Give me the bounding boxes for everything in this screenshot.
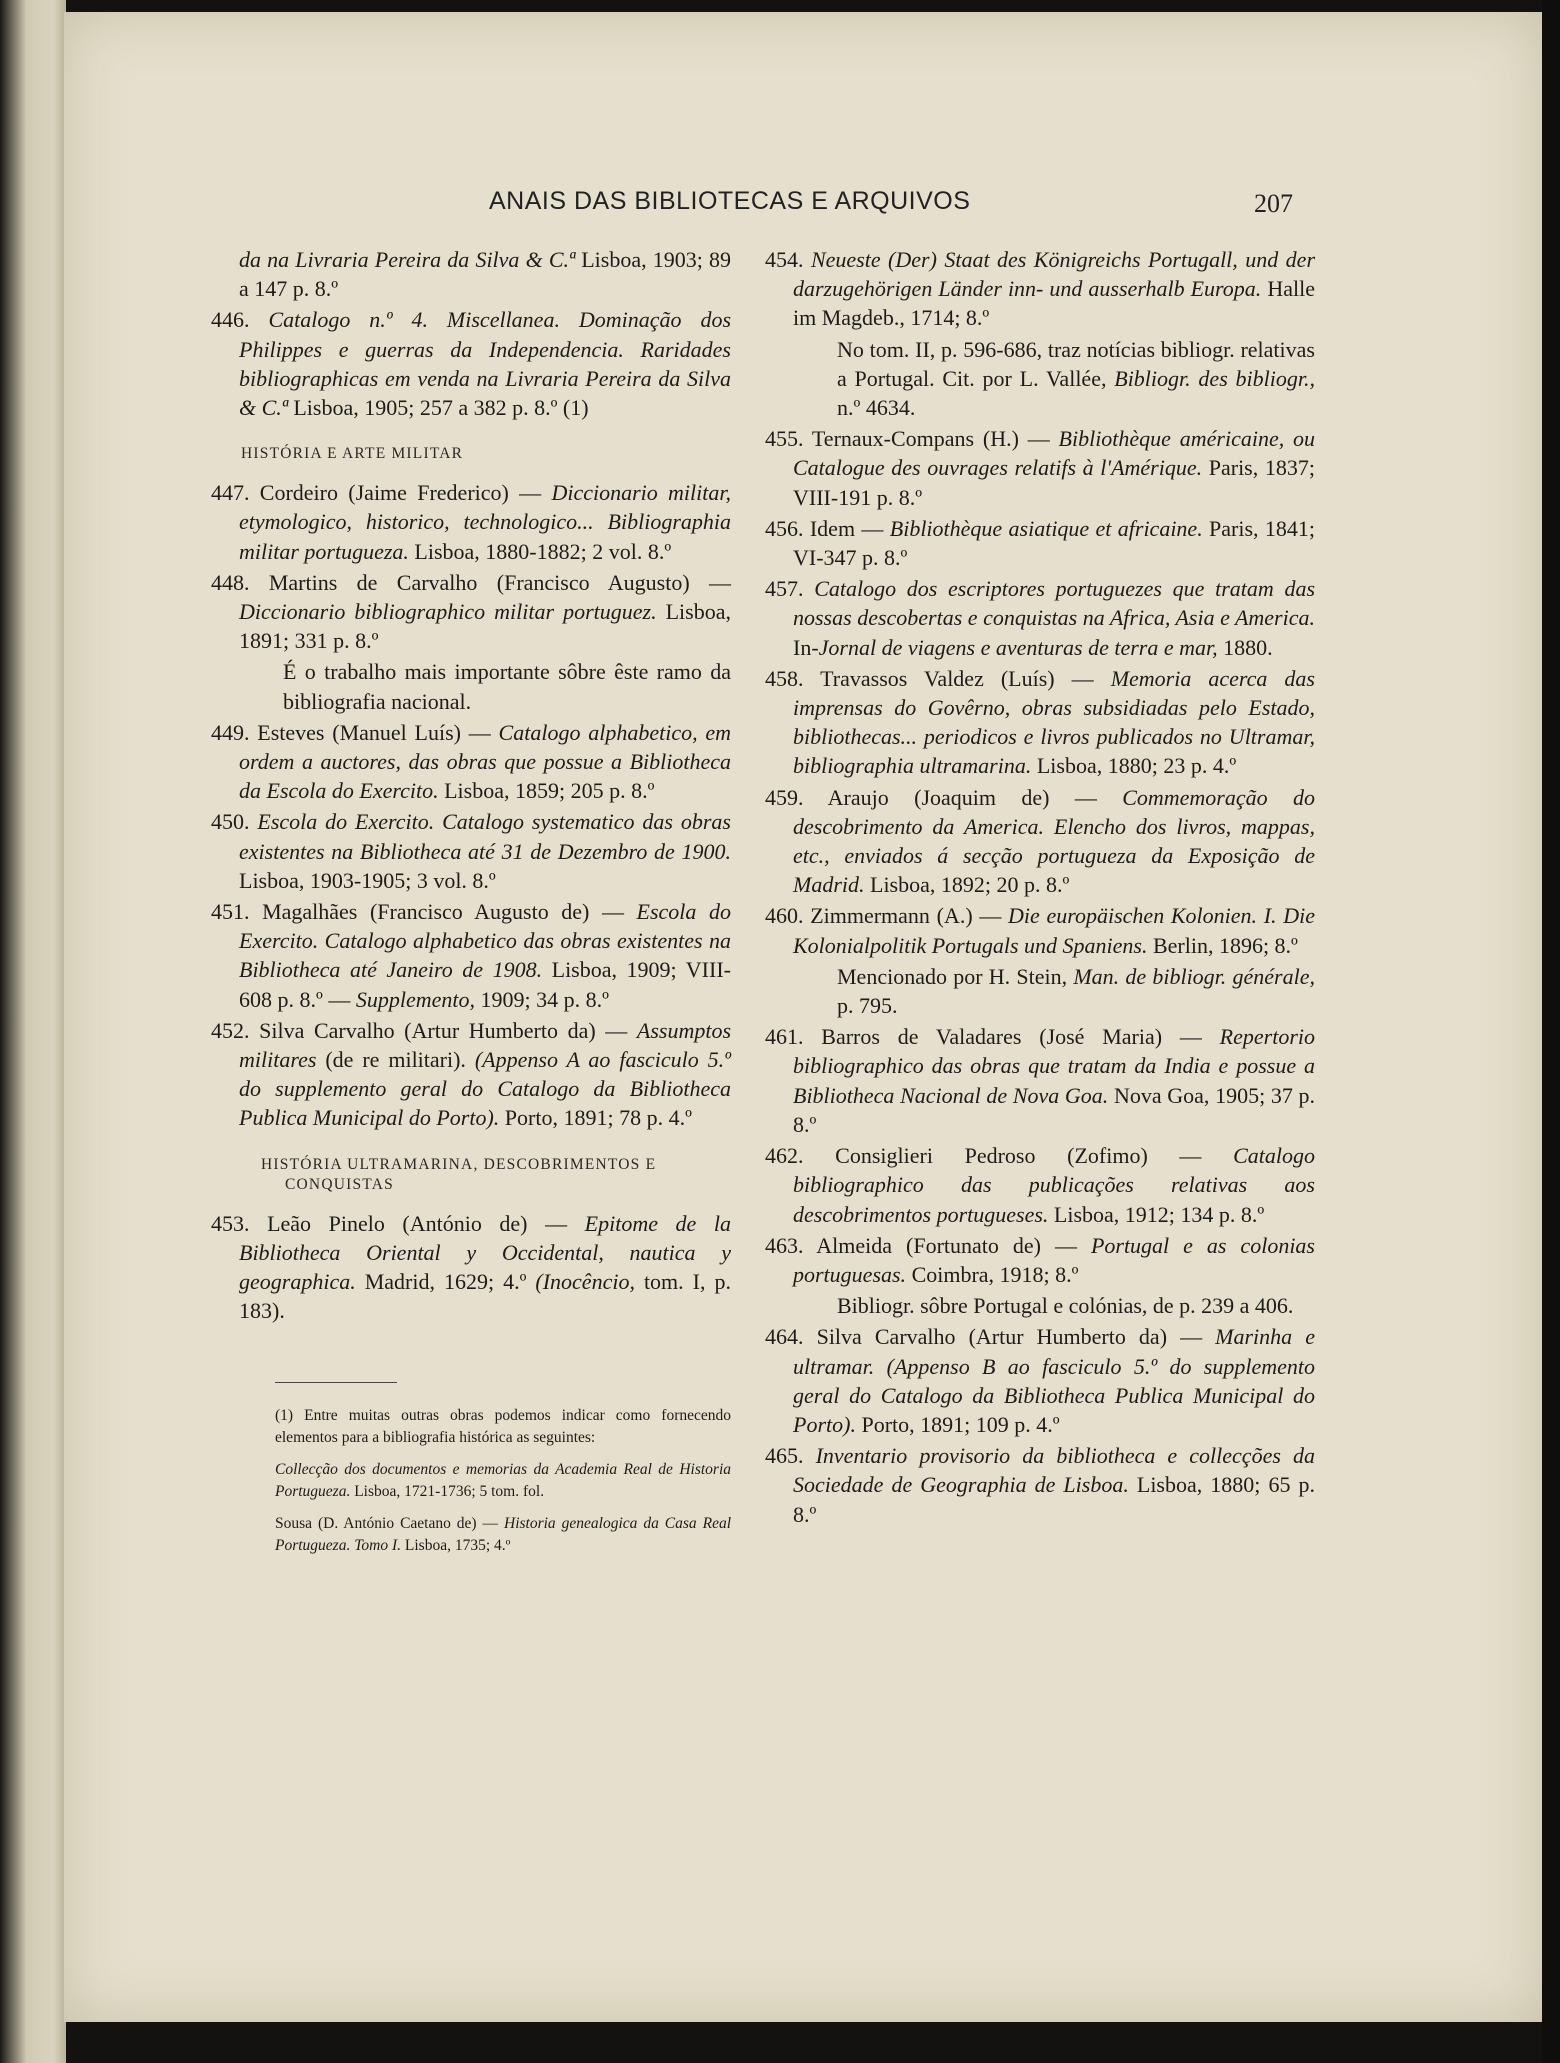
entry-463: 463. Almeida (Fortunato de) — Portugal e as colonias portuguesas. Coimbra, 1918; 8.º	[765, 1232, 1315, 1287]
footnote	[275, 1405, 731, 1557]
entry-453: 453. Leão Pinelo (António de) — Epitome de la Bibliotheca Oriental y Occidental, nautica y geographica. Madrid, 1629; 4.º (Inocêncio, tom. I, p. 183).	[211, 1210, 731, 1324]
book-page	[64, 12, 1542, 2022]
entry-464: 464. Silva Carvalho (Artur Humberto da) — Marinha e ultramar. (Appenso B ao fasciculo 5.º do supplemento geral do Catalogo da Bibliotheca Publica Municipal do Porto). Porto, 1891; 109 p. 4.º	[765, 1324, 1316, 1437]
entry-462: 462. Consiglieri Pedroso (Zofimo) — Catalogo bibliographico das publicações relativas aos descobrimentos portugueses. Lisboa, 1912; 134 p. 8.º	[765, 1143, 1315, 1227]
right-column	[765, 245, 1315, 1531]
facing-page-edge	[0, 0, 66, 2063]
footnote-item-2: Sousa (D. António Caetano de) — Historia genealogica da Casa Real Portugueza. Tomo I. Lisboa, 1735; 4.º	[275, 1514, 732, 1554]
footnote-rule	[275, 1382, 397, 1383]
entry-448-note: É o trabalho mais importante sôbre êste ramo da bibliografia nacional.	[283, 659, 731, 714]
entry-447: 447. Cordeiro (Jaime Frederico) — Diccionario militar, etymologico, historico, technologico... Bibliographia militar portugueza. Lisboa, 1880-1882; 2 vol. 8.º	[211, 480, 732, 564]
footnote-item-1: Collecção dos documentos e memorias da Academia Real de Historia Portugueza. Lisboa, 1721-1736; 5 tom. fol.	[275, 1460, 731, 1500]
section-heading-overseas: HISTÓRIA ULTRAMARINA, DESCOBRIMENTOS E CONQUISTAS	[261, 1155, 657, 1193]
footnote-intro: (1) Entre muitas outras obras podemos indicar como fornecendo elementos para a bibliografia histórica as seguintes:	[275, 1406, 731, 1446]
entry-452: 452. Silva Carvalho (Artur Humberto da) — Assumptos militares (de re militari). (Appenso A ao fasciculo 5.º do supplemento geral do Catalogo da Bibliotheca Publica Municipal do Porto). Porto, 1891; 78 p. 4.º	[211, 1017, 732, 1131]
entry-448: 448. Martins de Carvalho (Francisco Augusto) — Diccionario bibliographico militar portuguez. Lisboa, 1891; 331 p. 8.º	[211, 569, 732, 654]
entry-continuation: da na Livraria Pereira da Silva & C.ª Lisboa, 1903; 89 a 147 p. 8.º	[239, 247, 731, 302]
entry-446: 446. Catalogo n.º 4. Miscellanea. Dominação dos Philippes e guerras da Independencia. Raridades bibliographicas em venda na Livraria Pereira da Silva & C.ª Lisboa, 1905; 257 a 382 p. 8.º (1)	[211, 307, 732, 421]
entry-454-note: No tom. II, p. 596-686, traz notícias bibliogr. relativas a Portugal. Cit. por L. Vallée, Bibliogr. des bibliogr., n.º 4634.	[837, 336, 1315, 421]
entry-454: 454. Neueste (Der) Staat des Königreichs Portugall, und der darzugehörigen Länder inn- und ausserhalb Europa. Halle im Magdeb., 1714; 8.º	[765, 247, 1315, 331]
entry-460: 460. Zimmermann (A.) — Die europäischen Kolonien. I. Die Kolonialpolitik Portugals und Spaniens. Berlin, 1896; 8.º	[765, 903, 1315, 958]
entry-455: 455. Ternaux-Compans (H.) — Bibliothèque américaine, ou Catalogue des ouvrages relatifs à l'Amérique. Paris, 1837; VIII-191 p. 8.º	[765, 426, 1315, 510]
entry-459: 459. Araujo (Joaquim de) — Commemoração do descobrimento da America. Elencho dos livros, mappas, etc., enviados á secção portugueza da Exposição de Madrid. Lisboa, 1892; 20 p. 8.º	[765, 784, 1315, 898]
section-heading-military: HISTÓRIA E ARTE MILITAR	[241, 445, 464, 463]
entry-450: 450. Escola do Exercito. Catalogo systematico das obras existentes na Bibliotheca até 31 de Dezembro de 1900. Lisboa, 1903-1905; 3 vol. 8.º	[211, 809, 731, 893]
page-header	[64, 187, 1542, 227]
entry-451: 451. Magalhães (Francisco Augusto de) — Escola do Exercito. Catalogo alphabetico das obras existentes na Bibliotheca até Janeiro de 1908. Lisboa, 1909; VIII-608 p. 8.º — Supplemento, 1909; 34 p. 8.º	[211, 899, 731, 1012]
left-column	[211, 245, 731, 1567]
scan-border	[1542, 0, 1560, 2063]
page-number: 207	[1254, 189, 1293, 218]
running-title: ANAIS DAS BIBLIOTECAS E ARQUIVOS	[489, 187, 971, 215]
entry-460-note: Mencionado por H. Stein, Man. de bibliogr. générale, p. 795.	[837, 963, 1316, 1019]
entry-458: 458. Travassos Valdez (Luís) — Memoria acerca das imprensas do Govêrno, obras subsidiadas pelo Estado, bibliothecas... periodicos e livros publicados no Ultramar, bibliographia ultramarina. Lisboa, 1880; 23 p. 4.º	[765, 665, 1315, 779]
entry-456: 456. Idem — Bibliothèque asiatique et africaine. Paris, 1841; VI-347 p. 8.º	[765, 515, 1316, 571]
entry-457: 457. Catalogo dos escriptores portuguezes que tratam das nossas descobertas e conquistas na Africa, Asia e America. In-Jornal de viagens e aventuras de terra e mar, 1880.	[765, 576, 1316, 660]
entry-461: 461. Barros de Valadares (José Maria) — Repertorio bibliographico das obras que tratam da India e possue a Bibliotheca Nacional de Nova Goa. Nova Goa, 1905; 37 p. 8.º	[765, 1024, 1315, 1137]
entry-463-note: Bibliogr. sôbre Portugal e colónias, de p. 239 a 406.	[837, 1293, 1294, 1319]
entry-449: 449. Esteves (Manuel Luís) — Catalogo alphabetico, em ordem a auctores, das obras que possue a Bibliotheca da Escola do Exercito. Lisboa, 1859; 205 p. 8.º	[211, 719, 732, 804]
entry-465: 465. Inventario provisorio da bibliotheca e collecções da Sociedade de Geographia de Lisboa. Lisboa, 1880; 65 p. 8.º	[765, 1443, 1315, 1527]
